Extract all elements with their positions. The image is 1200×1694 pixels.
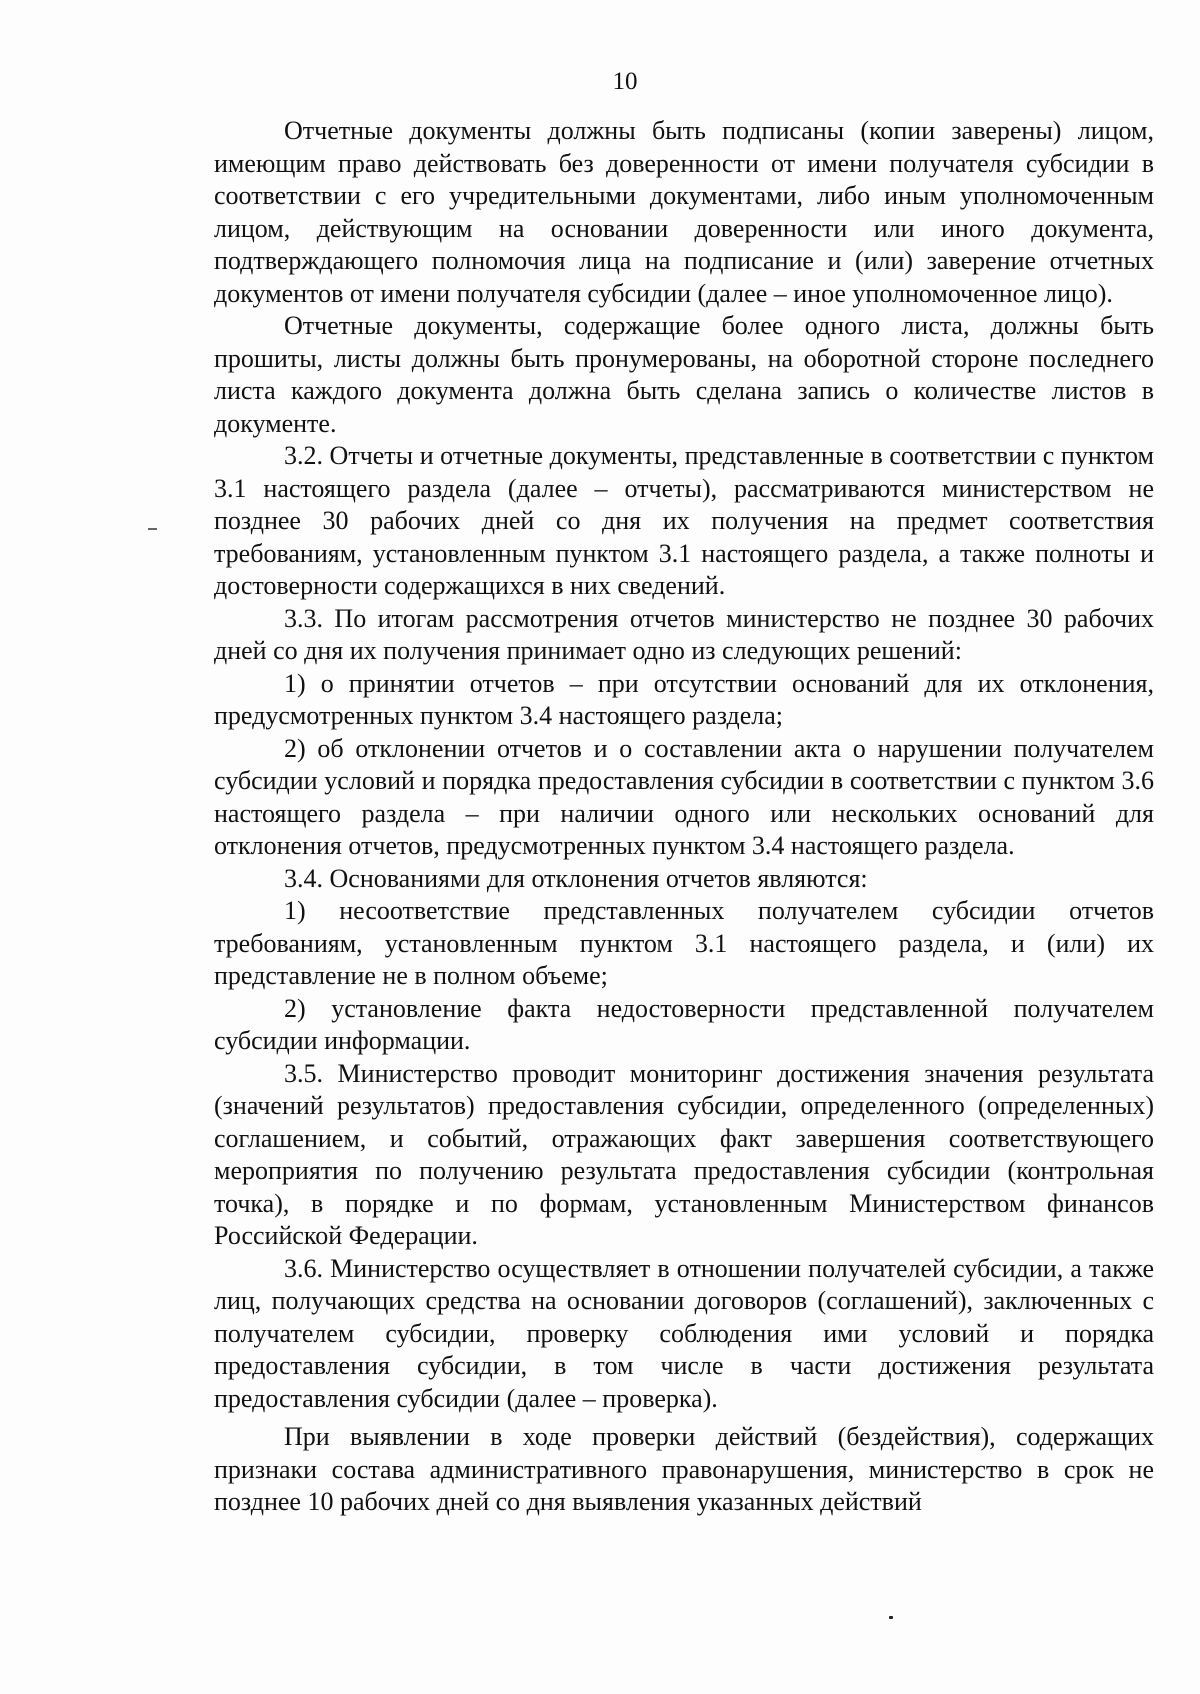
list-item-3-4-2: 2) установление факта недостоверности представленной получателем субсидии информации. (214, 993, 1154, 1055)
paragraph-signature-requirements: Отчетные документы должны быть подписаны (копии заверены) лицом, имеющим право действовать без доверенности от имени получателя субсидии в соответствии с его учредительными документами, либо иным уполномоченным лицом, действующим на основании доверенности или иного документа, подтверждающего полномочия лица на подписание и (или) заверение отчетных документов от имени получателя субсидии (далее – иное уполномоченное лицо). (214, 116, 1154, 308)
list-item-3-4-1: 1) несоответствие представленных получателем субсидии отчетов требованиям, установленным пунктом 3.1 настоящего раздела, и (или) их представление не в полном объеме; (214, 896, 1154, 990)
document-body (214, 115, 1154, 1519)
paragraph-3-4: 3.4. Основаниями для отклонения отчетов являются: (284, 863, 868, 893)
paragraph-3-6: 3.6. Министерство осуществляет в отношении получателей субсидии, а также лиц, получающих средства на основании договоров (соглашений), заключенных с получателем субсидии, проверку соблюдения ими условий и порядка предоставления субсидии, в том числе в части достижения результата предоставления субсидии (далее – проверка). (214, 1253, 1154, 1413)
paragraph-3-5: 3.5. Министерство проводит мониторинг достижения значения результата (значений результатов) предоставления субсидии, определенного (определенных) соглашением, и событий, отражающих факт завершения соответствующего мероприятия по получению результата предоставления субсидии (контрольная точка), в порядке и по формам, установленным Министерством финансов Российской Федерации. (214, 1058, 1154, 1250)
paragraph-violation-detection: При выявлении в ходе проверки действий (бездействия), содержащих признаки состава административного правонарушения, министерство в срок не позднее 10 рабочих дней со дня выявления указанных действий (214, 1422, 1154, 1516)
scan-mark (148, 528, 157, 530)
list-item-3-3-2: 2) об отклонении отчетов и о составлении акта о нарушении получателем субсидии условий и порядка предоставления субсидии в соответствии с пунктом 3.6 настоящего раздела – при наличии одного или нескольких оснований для отклонения отчетов, предусмотренных пунктом 3.4 настоящего раздела. (214, 733, 1154, 860)
scan-dot (889, 1616, 893, 1619)
list-item-3-3-1: 1) о принятии отчетов – при отсутствии оснований для их отклонения, предусмотренных пунктом 3.4 настоящего раздела; (214, 668, 1154, 730)
paragraph-3-3: 3.3. По итогам рассмотрения отчетов министерство не позднее 30 рабочих дней со дня их получения принимает одно из следующих решений: (214, 603, 1154, 665)
paragraph-3-2: 3.2. Отчеты и отчетные документы, представленные в соответствии с пунктом 3.1 настоящего раздела (далее – отчеты), рассматриваются министерством не позднее 30 рабочих дней со дня их получения на предмет соответствия требованиям, установленным пунктом 3.1 настоящего раздела, а также полноты и достоверности содержащихся в них сведений. (214, 441, 1154, 600)
paragraph-binding-requirements: Отчетные документы, содержащие более одного листа, должны быть прошиты, листы должны быть пронумерованы, на оборотной стороне последнего листа каждого документа должна быть сделана запись о количестве листов в документе. (214, 311, 1154, 438)
page-number: 10 (612, 68, 638, 95)
